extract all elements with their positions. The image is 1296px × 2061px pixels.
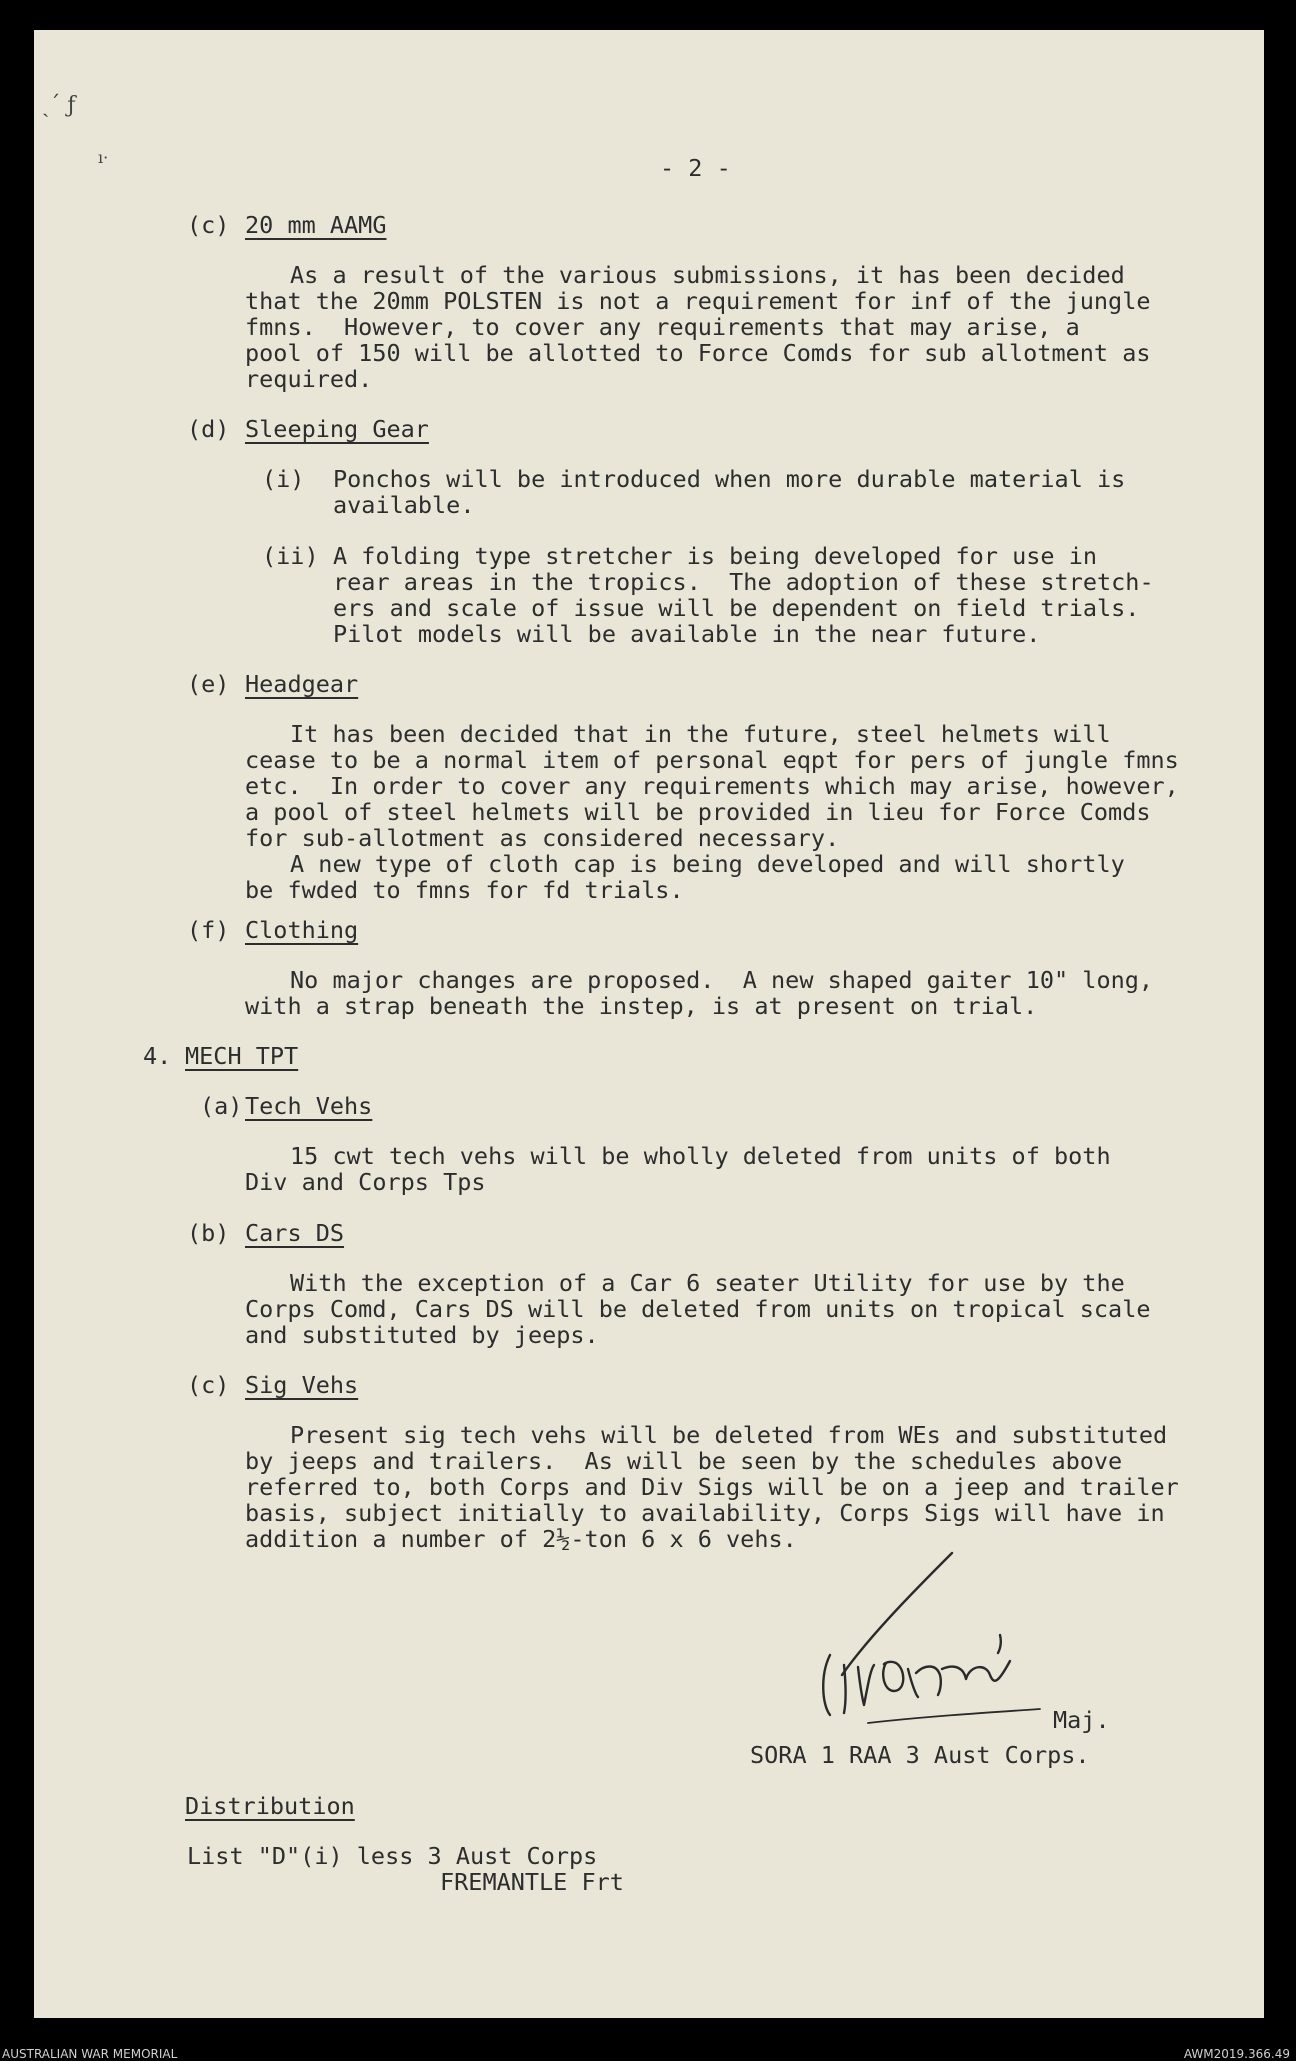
item-label: (ii): [262, 542, 319, 570]
distribution-line: FREMANTLE Frt: [440, 1868, 624, 1896]
section-label: (b): [187, 1219, 230, 1247]
body-line: available.: [333, 491, 475, 519]
body-line: Div and Corps Tps: [245, 1168, 486, 1196]
section-label: (d): [187, 415, 230, 443]
section-heading: 20 mm AAMG: [245, 211, 387, 239]
ink-mark: ˎ´ ƒ: [42, 93, 76, 118]
body-line: cease to be a normal item of personal eqpt for pers of jungle fmns: [245, 746, 1179, 774]
body-line: referred to, both Corps and Div Sigs will be on a jeep and trailer: [245, 1473, 1179, 1501]
section-label: (c): [187, 1371, 230, 1399]
page-number: - 2 -: [660, 154, 731, 182]
body-line: rear areas in the tropics. The adoption of these stretch-: [333, 568, 1154, 596]
section-label: (a): [200, 1092, 243, 1120]
body-line: Pilot models will be available in the near future.: [333, 620, 1041, 648]
body-line: etc. In order to cover any requirements which may arise, however,: [245, 772, 1179, 800]
body-line: With the exception of a Car 6 seater Utility for use by the: [290, 1269, 1125, 1297]
body-line: Ponchos will be introduced when more durable material is: [333, 465, 1126, 493]
body-line: pool of 150 will be allotted to Force Comds for sub allotment as: [245, 339, 1151, 367]
paragraph-heading: MECH TPT: [185, 1042, 299, 1070]
distribution-heading: Distribution: [185, 1792, 355, 1820]
footer-credit: AUSTRALIAN WAR MEMORIAL: [2, 2047, 178, 2061]
body-line: a pool of steel helmets will be provided in lieu for Force Comds: [245, 798, 1151, 826]
section-heading: Headgear: [245, 670, 359, 698]
body-line: fmns. However, to cover any requirements that may arise, a: [245, 313, 1080, 341]
body-line: Present sig tech vehs will be deleted from WEs and substituted: [290, 1421, 1168, 1449]
body-line: and substituted by jeeps.: [245, 1321, 599, 1349]
section-heading: Tech Vehs: [245, 1092, 373, 1120]
footer-accession: AWM2019.366.49: [1183, 2047, 1290, 2061]
body-line: be fwded to fmns for fd trials.: [245, 876, 684, 904]
body-line: As a result of the various submissions, it has been decided: [290, 261, 1125, 289]
item-label: (i): [262, 465, 305, 493]
body-line: for sub-allotment as considered necessary.: [245, 824, 840, 852]
section-heading: Clothing: [245, 916, 359, 944]
section-label: (c): [187, 211, 230, 239]
body-line: A folding type stretcher is being developed for use in: [333, 542, 1098, 570]
body-line: addition a number of 2½-ton 6 x 6 vehs.: [245, 1525, 797, 1553]
section-label: (f): [187, 916, 230, 944]
body-line: basis, subject initially to availability, Corps Sigs will have in: [245, 1499, 1165, 1527]
distribution-line: List "D"(i) less 3 Aust Corps: [187, 1842, 598, 1870]
section-heading: Sig Vehs: [245, 1371, 359, 1399]
body-line: by jeeps and trailers. As will be seen by the schedules above: [245, 1447, 1123, 1475]
section-heading: Sleeping Gear: [245, 415, 429, 443]
signature-title: SORA 1 RAA 3 Aust Corps.: [750, 1741, 1090, 1769]
signature-rank: Maj.: [1053, 1706, 1110, 1734]
body-line: A new type of cloth cap is being developed and will shortly: [290, 850, 1125, 878]
body-line: ers and scale of issue will be dependent on field trials.: [333, 594, 1140, 622]
section-heading: Cars DS: [245, 1219, 345, 1247]
body-line: It has been decided that in the future, steel helmets will: [290, 720, 1111, 748]
body-line: No major changes are proposed. A new shaped gaiter 10" long,: [290, 966, 1154, 994]
body-line: that the 20mm POLSTEN is not a requirement for inf of the jungle: [245, 287, 1151, 315]
section-label: (e): [187, 670, 230, 698]
body-line: with a strap beneath the instep, is at present on trial.: [245, 992, 1038, 1020]
body-line: Corps Comd, Cars DS will be deleted from units on tropical scale: [245, 1295, 1151, 1323]
body-line: required.: [245, 365, 373, 393]
paragraph-number: 4.: [143, 1042, 172, 1070]
body-line: 15 cwt tech vehs will be wholly deleted from units of both: [290, 1142, 1111, 1170]
ink-mark: ı·: [98, 148, 109, 167]
